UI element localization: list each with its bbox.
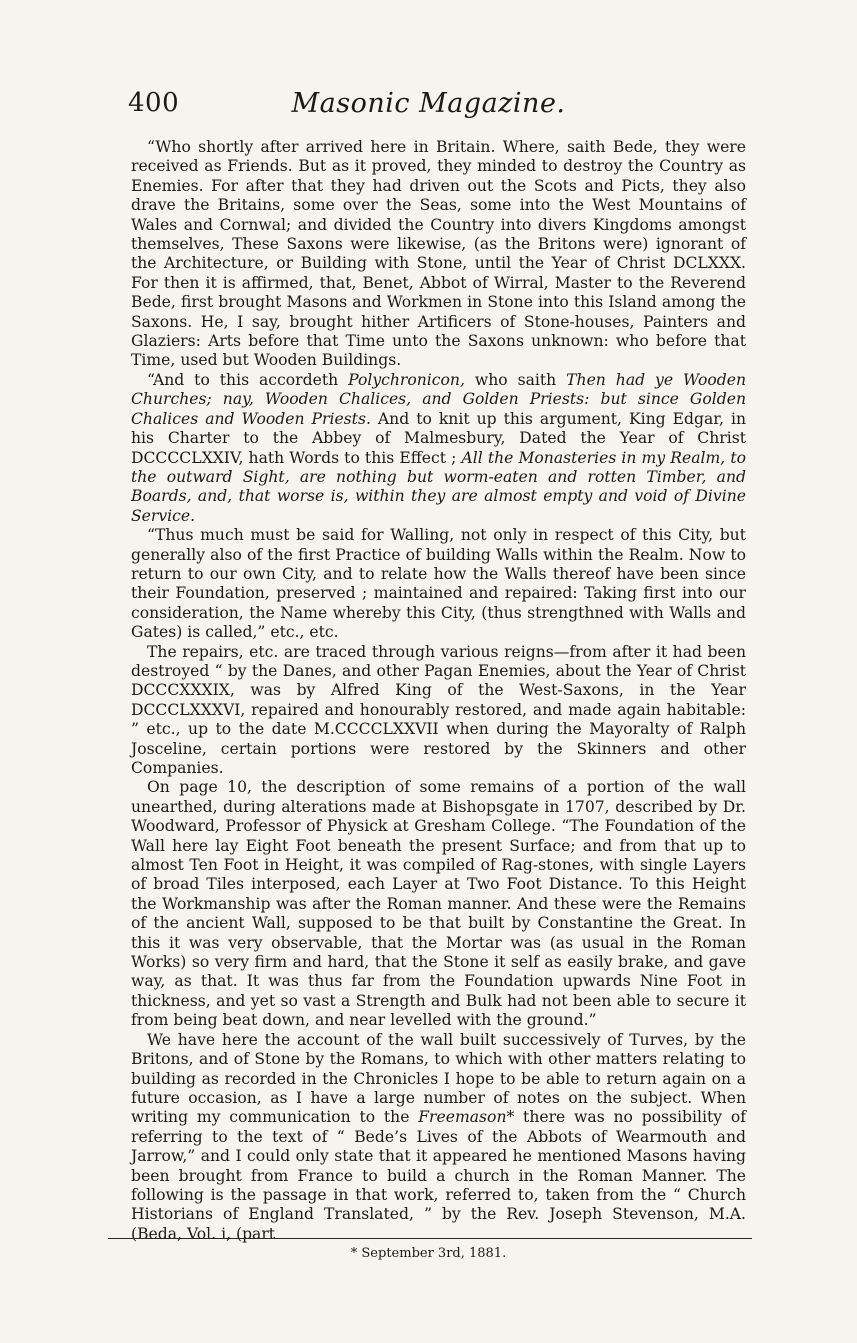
text-run: The repairs, etc. are traced through various reigns—from after it had been destroyed “ by the Danes, and other Pagan Enemies, about the Year of Christ DCCCXXXIX, was by Alfred King of the West-Saxons, in the Year DCCCLXXXVI, repaired and honourably restored, and made again habitable: ” etc., up to the date M.CCCCLXXVII when during the Mayoralty of Ralph Josceline, certain portions were restored by the Skinners and other Companies. (131, 642, 746, 777)
text-run: there was no possibility of referring to the text of “ Bede’s Lives of the Abbots of Wearmouth and Jarrow,” and I could only state that it appeared he mentioned Masons having been brought from France to build a church in the Roman Manner. The following is the passage in that work, referred to, taken from the “ Church Historians of England Translated, ” by the Rev. Joseph Stevenson, M.A. (Beda, Vol. i, (part (131, 1108, 747, 1243)
paragraph (131, 526, 746, 642)
text-run: On page 10, the description of some remains of a portion of the wall unearthed, during alterations made at Bishopsgate in 1707, described by Dr. Woodward, Professor of Physick at Gresham College. “The Foundation of the Wall here lay Eight Foot beneath the present Surface; and from that up to almost Ten Foot in Height, it was compiled of Rag-stones, with single Layers of broad Tiles interposed, each Layer at Two Foot Distance. To this Height the Workmanship was after the Roman manner. And these were the Remains of the ancient Wall, supposed to be that built by Constantine the Great. In this it was very observable, that the Mortar was (as usual in the Roman Works) so very firm and hard, that the Stone it self as easily brake, and gave way, as that. It was thus far from the Foundation upwards Nine Foot in thickness, and yet so vast a Strength and Bulk had not been able to secure it from being beat down, and near levelled with the ground.” (131, 778, 746, 1030)
text-run: And to knit up this argument, King Edgar, in his Charter to the Abbey of Malmesbury, Dated the Year of Christ DCCCCLXXIV, hath Words to this Effect ; (131, 409, 746, 467)
text-run: “And to this accordeth (147, 370, 349, 389)
article-body (131, 138, 746, 1244)
page-number: 400 (128, 88, 180, 118)
italic-quotation: Then had ye Wooden Churches; nay, Wooden Chalices, and Golden Priests: but since Golden Chalices and Wooden Priests. (131, 370, 747, 428)
text-run: We have here the account of the wall built successively of Turves, by the Britons, and of Stone by the Romans, to which with other matters relating to building as recorded in the Chronicles I hope to be able to return again on a future occasion, as I have a large number of notes on the subject. When writing my communication to the (131, 1030, 746, 1127)
text-run: “Who shortly after arrived here in Britain. Where, saith Bede, they were received as Friends. But as it proved, they minded to destroy the Country as Enemies. For after that they had driven out the Scots and Picts, they also drave the Britains, some over the Seas, some into the West Mountains of Wales and Cornwal; and divided the Country into divers Kingdoms amongst themselves, These Saxons were likewise, (as the Britons were) ignorant of the Architecture, or Building with Stone, until the Year of Christ DCLXXX. For then it is affirmed, that, Benet, Abbot of Wirral, Master to the Reverend Bede, first brought Masons and Workmen in Stone into this Island among the Saxons. He, I say, brought hither Artificers of Stone-houses, Painters and Glaziers: Arts before that Time unto the Saxons unknown: who before that Time, used but Wooden Buildings. (131, 138, 746, 370)
paragraph (131, 643, 746, 779)
paragraph (131, 1031, 746, 1244)
italic-title: Polychronicon, (348, 370, 465, 389)
footnote-rule (108, 1238, 752, 1239)
paragraph (131, 371, 746, 526)
italic-quotation: All the Monasteries in my Realm, to the outward Sight, are nothing but worm-eaten and rotten Timber, and Boards, and, that worse is, within they are almost empty and void of Divine Service. (131, 448, 746, 525)
text-run: “Thus much must be said for Walling, not only in respect of this City, but generally also of the first Practice of building Walls within the Realm. Now to return to our own City, and to relate how the Walls thereof have been since their Foundation, preserved ; maintained and repaired: Taking first into our consideration, the Name whereby this City, (thus strengthned with Walls and Gates) is called,” etc., etc. (131, 526, 746, 642)
footnote: * September 3rd, 1881. (350, 1246, 507, 1261)
running-head-title: Masonic Magazine. (291, 88, 566, 119)
italic-title: Freemason* (418, 1108, 515, 1127)
text-run: who saith (464, 370, 567, 389)
paragraph (131, 778, 746, 1030)
paragraph (131, 138, 746, 371)
